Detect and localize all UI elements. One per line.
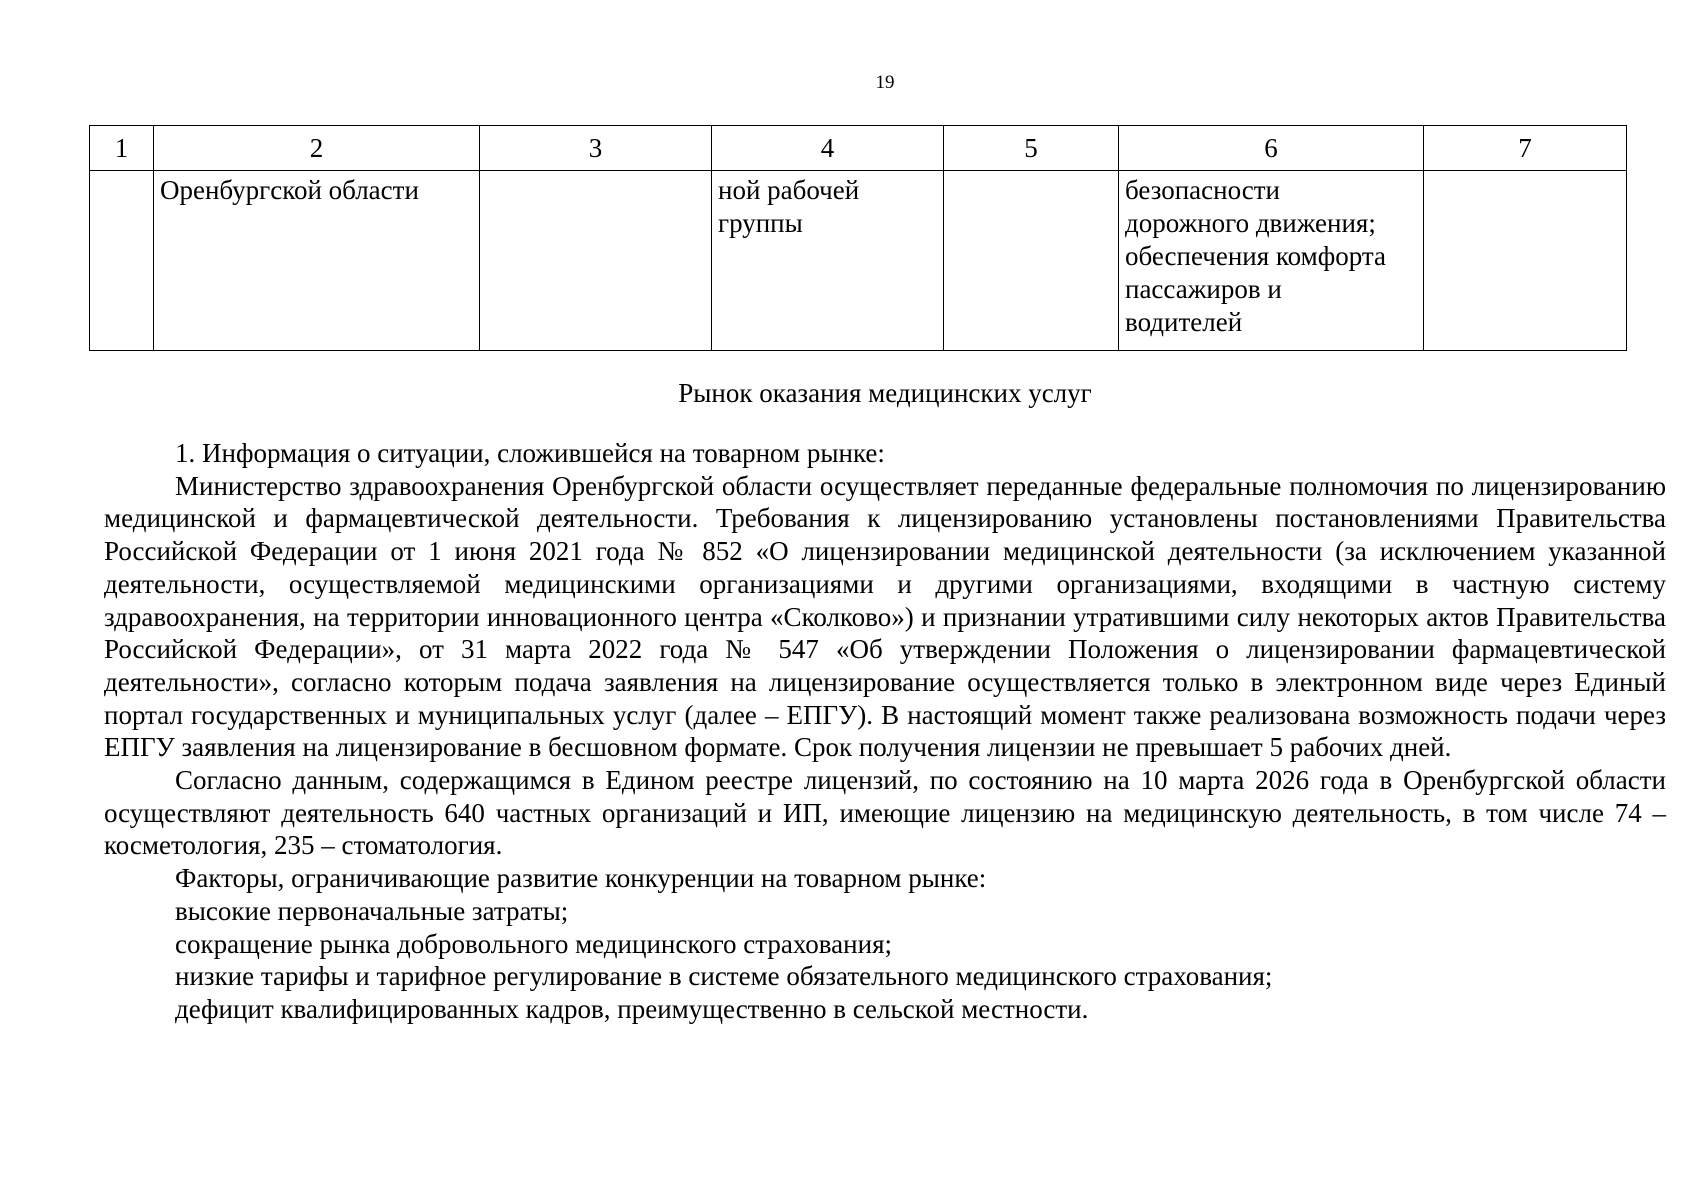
factor-item: сокращение рынка добровольного медицинского страхования; xyxy=(175,928,892,959)
column-header-2: 2 xyxy=(154,126,480,171)
table-cell-1 xyxy=(90,171,154,351)
cell-text-line: ной рабочей xyxy=(718,175,860,205)
cell-text-line: водителей xyxy=(1125,307,1243,337)
section-title: Рынок оказания медицинских услуг xyxy=(678,378,1092,408)
table-cell-5 xyxy=(944,171,1119,351)
cell-text-line: пассажиров и xyxy=(1125,274,1282,304)
column-header-3: 3 xyxy=(480,126,712,171)
cell-text-line: Оренбургской области xyxy=(160,175,419,205)
table-cell-4 xyxy=(712,171,944,351)
table-header-row xyxy=(90,126,1627,171)
paragraph-factors-heading: Факторы, ограничивающие развитие конкуренции на товарном рынке: xyxy=(175,863,987,894)
factor-item: низкие тарифы и тарифное регулирование в системе обязательного медицинского страхования; xyxy=(175,961,1273,992)
column-header-5: 5 xyxy=(944,126,1119,171)
paragraph-registry: Согласно данным, содержащимся в Едином реестре лицензий, по состоянию на 10 марта 2026 года в Оренбургской области осуществляют деятельность 640 частных организаций и ИП, имеющие лицензию на медицинскую деятельность, в том числе 74 – косметология, 235 – стоматология. xyxy=(104,765,1666,861)
table-cell-7 xyxy=(1424,171,1627,351)
cell-text-line: группы xyxy=(718,208,803,238)
column-header-1: 1 xyxy=(90,126,154,171)
column-header-7: 7 xyxy=(1424,126,1627,171)
table-row xyxy=(90,171,1627,351)
cell-text-line: безопасности xyxy=(1125,175,1280,205)
table-cell-3 xyxy=(480,171,712,351)
table-cell-6 xyxy=(1119,171,1424,351)
page-number: 19 xyxy=(875,72,895,93)
body-text xyxy=(104,437,1666,1026)
cell-text-line: обеспечения комфорта xyxy=(1125,241,1386,271)
paragraph-info-heading: 1. Информация о ситуации, сложившейся на товарном рынке: xyxy=(175,438,885,468)
column-header-6: 6 xyxy=(1119,126,1424,171)
paragraph-ministry: Министерство здравоохранения Оренбургской области осуществляет переданные федеральные полномочия по лицензированию медицинской и фармацевтической деятельности. Требования к лицензированию установлены постановлениями Правительства Российской Федерации от 1 июня 2021 года № 852 «О лицензировании медицинской деятельности (за исключением указанной деятельности, осуществляемой медицинскими организациями и другими организациями, входящими в частную систему здравоохранения, на территории инновационного центра «Сколково») и признании утратившими силу некоторых актов Правительства Российской Федерации», от 31 марта 2022 года № 547 «Об утверждении Положения о лицензировании фармацевтической деятельности», согласно которым подача заявления на лицензирование осуществляется только в электронном виде через Единый портал государственных и муниципальных услуг (далее – ЕПГУ). В настоящий момент также реализована возможность подачи через ЕПГУ заявления на лицензирование в бесшовном формате. Срок получения лицензии не превышает 5 рабочих дней. xyxy=(104,470,1666,763)
factor-item: высокие первоначальные затраты; xyxy=(175,895,569,926)
continuation-table xyxy=(89,125,1627,351)
factor-item: дефицит квалифицированных кадров, преимущественно в сельской местности. xyxy=(175,993,1089,1024)
column-header-4: 4 xyxy=(712,126,944,171)
cell-text-line: дорожного движения; xyxy=(1125,208,1376,238)
table-cell-2 xyxy=(154,171,480,351)
